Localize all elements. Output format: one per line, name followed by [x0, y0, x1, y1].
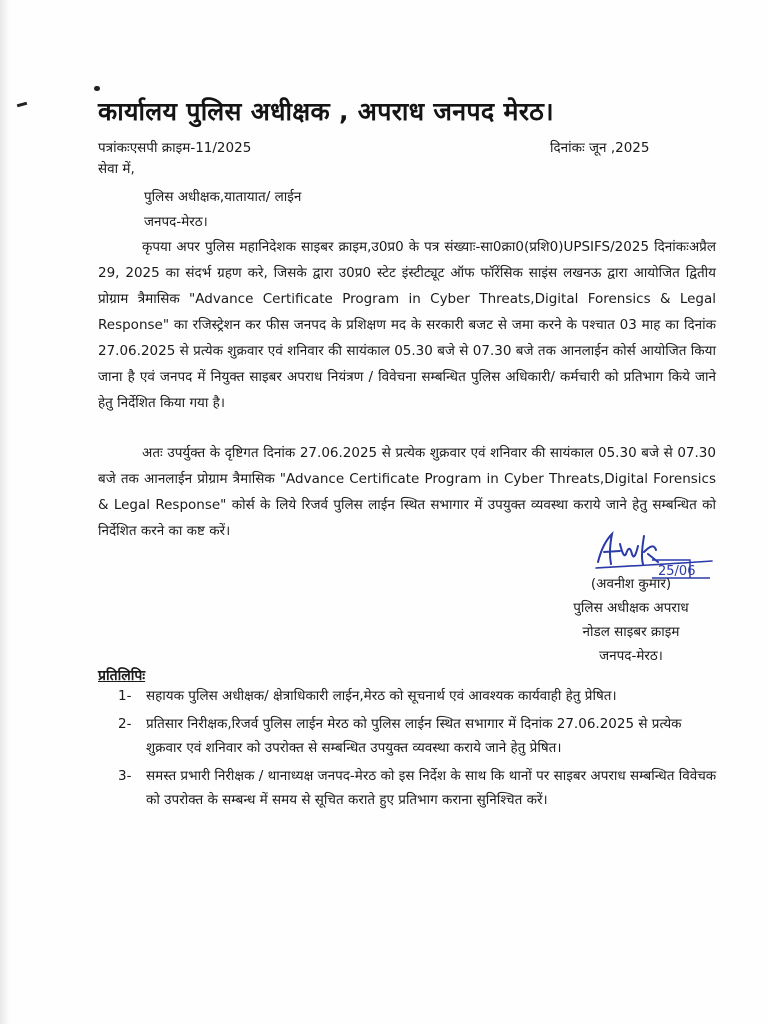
copy-to-heading: प्रतिलिपिः — [98, 668, 146, 684]
reference-line — [98, 138, 688, 158]
list-item-text: सहायक पुलिस अधीक्षक/ क्षेत्राधिकारी लाईन,मेरठ को सूचनार्थ एवं आवश्यक कार्यवाही हेतु प्रेषित। — [146, 688, 617, 704]
signatory-district: जनपद-मेरठ। — [599, 648, 663, 664]
salutation: सेवा में, — [98, 161, 135, 177]
list-item — [118, 684, 718, 708]
addressee-line-1: पुलिस अधीक्षक,यातायात/ लाईन — [144, 189, 302, 205]
list-item-text: प्रतिसार निरीक्षक,रिजर्व पुलिस लाईन मेरठ को पुलिस लाईन स्थित सभागार में दिनांक 27.06.2025 से प्रत्येक शुक्रवार एवं शनिवार को उपरोक्त से सम्बन्धित उपयुक्त व्यवस्था कराये जाने हेतु प्रेषित। — [146, 716, 682, 756]
addressee-line-2: जनपद-मेरठ। — [144, 214, 208, 230]
signature-block — [556, 572, 706, 668]
signatory-role: नोडल साइबर क्राइम — [582, 624, 680, 640]
letter-date: दिनांकः जून ,2025 — [550, 140, 650, 156]
office-heading: कार्यालय पुलिस अधीक्षक , अपराध जनपद मेरठ। — [98, 97, 554, 126]
list-item-number: 3- — [118, 768, 132, 784]
reference-number: पत्रांकःएसपी क्राइम-11/2025 — [98, 140, 252, 156]
list-item — [118, 712, 718, 760]
list-item-number: 2- — [118, 716, 132, 732]
copy-to-list — [118, 684, 718, 812]
body-paragraph-2: अतः उपर्युक्त के दृष्टिगत दिनांक 27.06.2025 से प्रत्येक शुक्रवार एवं शनिवार की सायंकाल 05.30 बजे से 07.30 बजे तक आनलाईन प्रोग्राम त्रैमासिक "Advance Certificate Program in Cyber Threats,Digital Forensics & Legal Response" कोर्स के लिये रिजर्व पुलिस लाईन स्थित सभागार में उपयुक्त व्यवस्था कराये जाने हेतु सम्बन्धित को निर्देशित करने का कष्ट करें। — [98, 445, 716, 539]
ink-dot — [94, 86, 100, 91]
margin-mark — [17, 102, 27, 107]
signature-date: 25/06 — [658, 564, 696, 579]
body-paragraph-1: कृपया अपर पुलिस महानिदेशक साइबर क्राइम,उ0प्र0 के पत्र संख्याः-सा0क्रा0(प्रशि0)UPSIFS/2025 दिनांकःअप्रैल 29, 2025 का संदर्भ ग्रहण करे, जिसके द्वारा उ0प्र0 स्टेट इंस्टीट्यूट ऑफ फॉरेंसिक साइंस लखनऊ द्वारा आयोजित द्वितीय प्रोग्राम त्रैमासिक "Advance Certificate Program in Cyber Threats,Digital Forensics & Legal Response" का रजिस्ट्रेशन कर फीस जनपद के प्रशिक्षण मद के सरकारी बजट से जमा करने के पश्चात 03 माह का दिनांक 27.06.2025 से प्रत्येक शुक्रवार एवं शनिवार की सायंकाल 05.30 बजे से 07.30 बजे तक आनलाईन कोर्स आयोजित किया जाना है एवं जनपद में नियुक्त साइबर अपराध नियंत्रण / विवेचना सम्बन्धित पुलिस अधिकारी/ कर्मचारी को प्रतिभाग किये जाने हेतु निर्देशित किया गया है। — [98, 239, 716, 411]
list-item-text: समस्त प्रभारी निरीक्षक / थानाध्यक्ष जनपद-मेरठ को इस निर्देश के साथ कि थानों पर साइबर अपराध सम्बन्धित विवेचक को उपरोक्त के सम्बन्ध में समय से सूचित कराते हुए प्रतिभाग कराना सुनिश्चित करें। — [146, 768, 717, 808]
signatory-name: (अवनीश कुमार) — [590, 576, 672, 592]
list-item-number: 1- — [118, 688, 132, 704]
signatory-designation: पुलिस अधीक्षक अपराध — [573, 600, 689, 616]
list-item — [118, 764, 718, 812]
page-edge-shadow — [0, 0, 10, 1024]
